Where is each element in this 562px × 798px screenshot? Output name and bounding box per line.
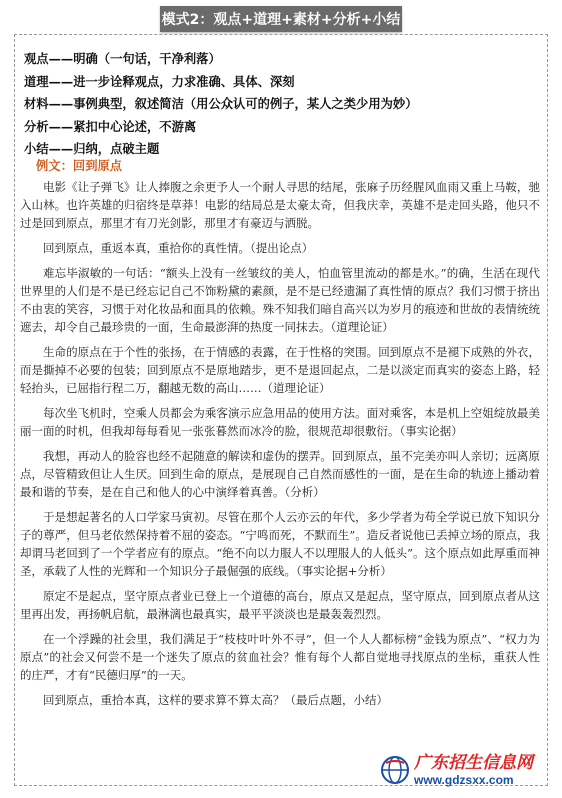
paragraph: 我想，再动人的脸容也经不起随意的解读和虚伪的摆弄。回到原点，虽不完美亦叫人亲切；远离原点，尽管精致但让人生厌。回到生命的原点，是展现自己自然而感性的一面，是在生命的轨迹上播动着最和谐的节奏，是在自己和他人的心中演绎着真善。（分析）: [20, 449, 540, 499]
watermark-url: www.gdzsxx.com: [414, 773, 514, 787]
paragraph: 回到原点，重拾本真，这样的要求算不算太高？（最后点题，小结）: [43, 693, 388, 707]
site-watermark: [380, 748, 550, 792]
rule-reasoning: 道理——进一步诠释观点，力求准确、具体、深刻: [24, 74, 295, 89]
rule-summary: 小结——归纳，点破主题: [24, 142, 160, 156]
watermark-site-name: 广东招生信息网: [414, 753, 533, 772]
example-title: 例文：回到原点: [36, 159, 123, 173]
example-body: [20, 178, 540, 716]
paragraph: 生命的原点在于个性的张扬，在于情感的表露，在于性格的突围。回到原点不是褪下成熟的外衣，而是撕掉不必要的包装；回到原点不是原地踏步，更不是退回起点，二是以淡定而真实的姿态上路，轻轻抬头，已屈指行程二万，翻越无数的高山……（道理论证）: [20, 345, 540, 395]
globe-logo-icon: [380, 755, 410, 785]
paragraph: 在一个浮躁的社会里，我们满足于“枝枝叶叶外不寻”，但一个人人都标榜“金钱为原点”、“权力为原点”的社会又何尝不是一个迷失了原点的贫血社会？惟有每个人都自觉地寻找原点的坐标，重获人性的庄严，才有“民德归厚”的一天。: [20, 632, 540, 682]
mode-title-banner: 模式2：观点+道理+素材+分析+小结: [160, 6, 402, 32]
rule-material: 材料——事例典型，叙述简洁（用公众认可的例子，某人之类少用为妙）: [24, 97, 418, 111]
structure-rules: [24, 48, 544, 161]
paragraph: 难忘毕淑敏的一句话：“额头上没有一丝皱纹的美人，怕血管里流动的都是水。”的确，生活在现代世界里的人们是不是已经忘记自己不饰粉黛的素颜，是不是已经遗漏了真性情的原点？我们习惯于挤出不由衷的笑容，习惯于对化妆品和面具的依赖。殊不知我们暗自高兴以为岁月的痕迹和世故的表情统统遮去，却令自己最珍贵的一面，生命最澎湃的热度一同抹去。（道理论证）: [20, 266, 540, 334]
paragraph: 回到原点，重返本真，重拾你的真性情。（提出论点）: [43, 241, 314, 255]
paragraph: 每次坐飞机时，空乘人员都会为乘客演示应急用品的使用方法。面对乘客，本是机上空姐绽放最美丽一面的时机，但我却每每看见一张张暮然而冰冷的脸，很规范却很敷衍。（事实论据）: [20, 406, 540, 438]
paragraph: 于是想起著名的人口学家马寅初。尽管在那个人云亦云的年代，多少学者为苟全学说已放下知识分子的尊严，但马老依然保持着不屈的姿态。“宁鸣而死，不默而生”。造反者说他已丢掉立场的原点，我却谓马老回到了一个学者应有的原点。“绝不向以力服人不以理服人的人低头”。这个原点如此厚重而神圣，承载了人性的光辉和一个知识分子最倔强的底线。（事实论据+分析）: [20, 510, 540, 578]
paragraph: 原定不是起点，坚守原点者业已登上一个道德的高台，原点又是起点，坚守原点，回到原点者从这里再出发，再扬帆启航，最淋漓也最真实，最平平淡淡也是最轰轰烈烈。: [20, 589, 540, 621]
rule-viewpoint: 观点——明确（一句话，干净利落）: [24, 52, 221, 66]
paragraph: 电影《让子弹飞》让人捧腹之余更予人一个耐人寻思的结尾，张麻子历经腥风血雨又重上马鞍，驰入山林。也许英雄的归宿终是草莽！电影的结局总是太豪太奇，但我庆幸，英雄不是走回头路，他只不过是回到原点，那里才有刀光剑影，那里才有豪迈与洒脱。: [20, 180, 540, 230]
rule-analysis: 分析——紧扣中心论述，不游离: [24, 119, 197, 134]
